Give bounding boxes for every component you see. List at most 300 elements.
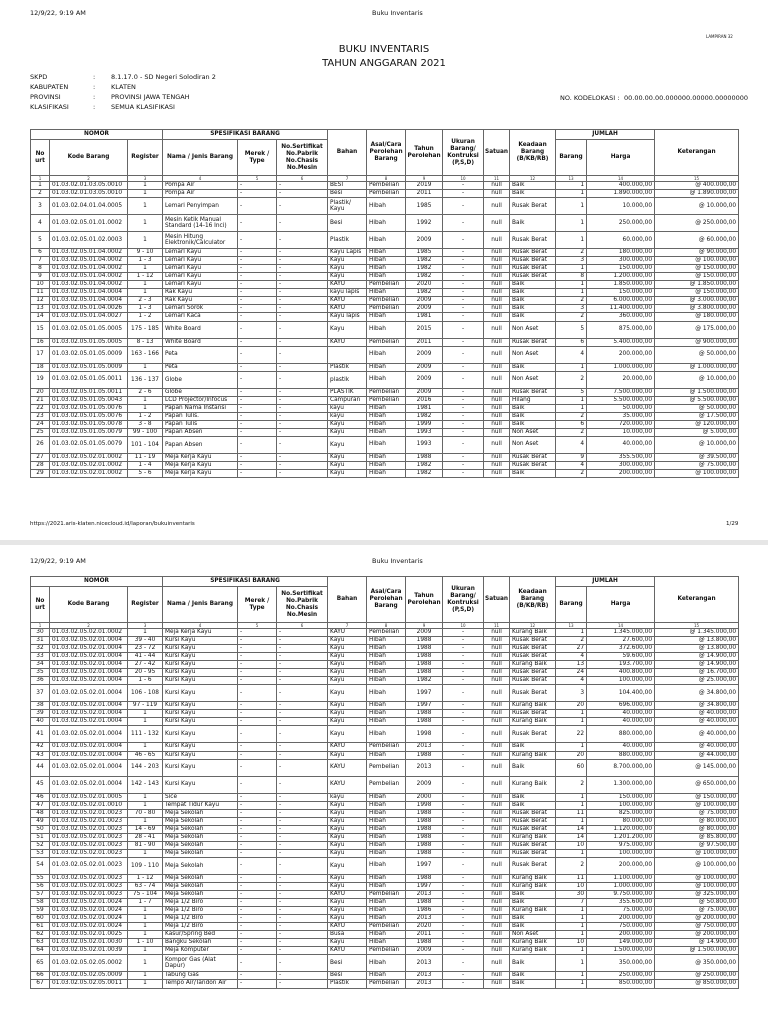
cell-tahun: 1998 (406, 801, 443, 809)
table-row (31, 436, 739, 453)
cell-jumlah-barang: 1 (556, 629, 587, 637)
cell-register: 1 (128, 190, 163, 198)
cell-no-urt: 27 (31, 453, 50, 461)
table-row (31, 849, 739, 857)
cell-no-urt: 1 (31, 182, 50, 190)
cell-asal: Pembelian (367, 629, 406, 637)
cell-harga: 150.000,00 (587, 793, 655, 801)
cell-keterangan: @ 39.500,00 (655, 453, 739, 461)
cell-bahan: KAYU (328, 629, 367, 637)
header-tahun-2: Tahun Perolehan (406, 577, 443, 623)
cell-kode-barang: 01.03.02.05.01.05.0011 (50, 371, 128, 388)
cell-asal: Hibah (367, 232, 406, 249)
cell-no-urt: 46 (31, 793, 50, 801)
cell-register: 2 - 3 (128, 297, 163, 305)
table-row (31, 420, 739, 428)
cell-tahun: 2013 (406, 759, 443, 776)
cell-keadaan: Rusak Berat (510, 249, 556, 257)
header-register: Register (128, 140, 163, 176)
cell-tahun: 1982 (406, 289, 443, 297)
cell-sertifikat: - (277, 363, 328, 371)
cell-keadaan: Baik (510, 420, 556, 428)
cell-tahun: 2009 (406, 232, 443, 249)
table-row (31, 669, 739, 677)
cell-no-urt: 14 (31, 313, 50, 321)
cell-nama-barang: Globe (163, 388, 238, 396)
cell-jumlah-barang: 2 (556, 428, 587, 436)
cell-no-urt: 53 (31, 849, 50, 857)
cell-keterangan: @ 60.000,00 (655, 232, 739, 249)
cell-nama-barang: Meja Sekolah (163, 833, 238, 841)
cell-tahun: 2013 (406, 891, 443, 899)
table-row (31, 338, 739, 346)
cell-merek: - (238, 396, 277, 404)
cell-satuan: null (484, 321, 510, 338)
cell-bahan: kayu (328, 412, 367, 420)
cell-keadaan: Baik (510, 980, 556, 988)
cell-register: 81 - 90 (128, 841, 163, 849)
cell-merek: - (238, 751, 277, 759)
cell-keadaan: Baik (510, 955, 556, 972)
cell-keterangan: @ 40.000,00 (655, 718, 739, 726)
cell-jumlah-barang: 1 (556, 743, 587, 751)
cell-bahan: Kayu (328, 874, 367, 882)
cell-harga: 250.000,00 (587, 972, 655, 980)
cell-satuan: null (484, 420, 510, 428)
cell-register: 1 - 10 (128, 939, 163, 947)
cell-asal: Pembelian (367, 182, 406, 190)
cell-ukuran: - (443, 726, 484, 743)
cell-harga: 10.000,00 (587, 198, 655, 215)
cell-register: 1 (128, 817, 163, 825)
cell-tahun: 1988 (406, 849, 443, 857)
cell-jumlah-barang: 1 (556, 281, 587, 289)
cell-sertifikat: - (277, 891, 328, 899)
cell-satuan: null (484, 182, 510, 190)
cell-keadaan: Baik (510, 305, 556, 313)
cell-keadaan: Rusak Berat (510, 857, 556, 874)
cell-merek: - (238, 899, 277, 907)
cell-keterangan: @ 1.000.000,00 (655, 363, 739, 371)
cell-asal: Pembelian (367, 338, 406, 346)
cell-satuan: null (484, 809, 510, 817)
cell-nama-barang: Kursi Kayu (163, 637, 238, 645)
cell-merek: - (238, 907, 277, 915)
cell-no-urt: 52 (31, 841, 50, 849)
cell-asal: Hibah (367, 677, 406, 685)
cell-satuan: null (484, 637, 510, 645)
cell-register: 3 - 8 (128, 420, 163, 428)
cell-no-urt: 62 (31, 931, 50, 939)
cell-kode-barang: 01.03.02.05.02.01.0004 (50, 718, 128, 726)
cell-asal: Hibah (367, 702, 406, 710)
cell-asal: Hibah (367, 793, 406, 801)
cell-asal: Hibah (367, 915, 406, 923)
table-row (31, 629, 739, 637)
cell-sertifikat: - (277, 645, 328, 653)
cell-asal: Hibah (367, 428, 406, 436)
cell-sertifikat: - (277, 453, 328, 461)
header-jumlah: JUMLAH (556, 130, 655, 140)
cell-keterangan: @ 5.500.000,00 (655, 396, 739, 404)
cell-sertifikat: - (277, 669, 328, 677)
cell-merek: - (238, 809, 277, 817)
cell-kode-barang: 01.03.02.05.02.05.0011 (50, 980, 128, 988)
cell-tahun: 1988 (406, 661, 443, 669)
cell-no-urt: 41 (31, 726, 50, 743)
cell-merek: - (238, 281, 277, 289)
cell-asal: Hibah (367, 371, 406, 388)
cell-sertifikat: - (277, 412, 328, 420)
cell-satuan: null (484, 972, 510, 980)
cell-bahan: KAYU (328, 776, 367, 793)
table-row (31, 809, 739, 817)
cell-bahan: Plastik (328, 363, 367, 371)
cell-tahun: 2009 (406, 346, 443, 363)
table-row (31, 273, 739, 281)
cell-tahun: 2000 (406, 793, 443, 801)
cell-sertifikat: - (277, 923, 328, 931)
print-title-2: Buku Inventaris (372, 557, 423, 565)
cell-no-urt: 33 (31, 653, 50, 661)
cell-ukuran: - (443, 849, 484, 857)
cell-keadaan: Rusak Berat (510, 338, 556, 346)
cell-register: 1 - 12 (128, 874, 163, 882)
cell-nama-barang: Pompa Air (163, 190, 238, 198)
cell-harga: 1.850.000,00 (587, 281, 655, 289)
cell-merek: - (238, 297, 277, 305)
cell-keterangan: @ 100.000,00 (655, 874, 739, 882)
cell-asal: Hibah (367, 882, 406, 890)
cell-tahun: 2013 (406, 972, 443, 980)
cell-nama-barang: Kasur/Spring Bed (163, 931, 238, 939)
cell-tahun: 1992 (406, 215, 443, 232)
cell-tahun: 2013 (406, 915, 443, 923)
cell-nama-barang: Lemari Kayu (163, 257, 238, 265)
cell-no-urt: 18 (31, 363, 50, 371)
cell-merek: - (238, 718, 277, 726)
cell-keterangan: @ 80.000,00 (655, 825, 739, 833)
cell-sertifikat: - (277, 710, 328, 718)
cell-nama-barang: Globe (163, 371, 238, 388)
cell-asal: Pembelian (367, 923, 406, 931)
cell-satuan: null (484, 412, 510, 420)
cell-bahan: BESI (328, 182, 367, 190)
cell-keadaan: Non Aset (510, 436, 556, 453)
cell-keadaan: Baik (510, 972, 556, 980)
header-nomor: NOMOR (31, 130, 163, 140)
header-spesifikasi-2: SPESIFIKASI BARANG (163, 577, 328, 587)
inventory-table-page-1 (30, 129, 739, 478)
cell-register: 1 - 3 (128, 257, 163, 265)
cell-jumlah-barang: 1 (556, 710, 587, 718)
cell-sertifikat: - (277, 404, 328, 412)
cell-harga: 193.700,00 (587, 661, 655, 669)
cell-bahan (328, 346, 367, 363)
cell-harga: 150.000,00 (587, 289, 655, 297)
cell-harga: 1.890.000,00 (587, 190, 655, 198)
cell-keadaan: Rusak Berat (510, 388, 556, 396)
cell-nama-barang: Meja Komputer (163, 947, 238, 955)
cell-ukuran: - (443, 182, 484, 190)
cell-kode-barang: 01.03.02.05.02.01.0004 (50, 669, 128, 677)
cell-keadaan: Baik (510, 759, 556, 776)
cell-no-urt: 42 (31, 743, 50, 751)
cell-nama-barang: Sice (163, 793, 238, 801)
cell-satuan: null (484, 313, 510, 321)
cell-kode-barang: 01.03.02.05.02.01.0004 (50, 677, 128, 685)
cell-tahun: 2011 (406, 931, 443, 939)
doc-subtitle: TAHUN ANGGARAN 2021 (322, 58, 446, 69)
cell-harga: 400.000,00 (587, 182, 655, 190)
cell-merek: - (238, 420, 277, 428)
cell-keadaan: Kurang Baik (510, 629, 556, 637)
cell-bahan: Kayu (328, 436, 367, 453)
cell-bahan: Kayu lapis (328, 313, 367, 321)
cell-merek: - (238, 915, 277, 923)
cell-register: 27 - 42 (128, 661, 163, 669)
cell-sertifikat: - (277, 685, 328, 702)
cell-bahan: Campuran (328, 396, 367, 404)
cell-kode-barang: 01.03.02.05.02.01.0010 (50, 801, 128, 809)
cell-jumlah-barang: 1 (556, 849, 587, 857)
cell-ukuran: - (443, 281, 484, 289)
cell-merek: - (238, 955, 277, 972)
cell-no-urt: 61 (31, 923, 50, 931)
cell-nama-barang: Mesin Hitung Elektronik/Calculator (163, 232, 238, 249)
cell-harga: 825.000,00 (587, 809, 655, 817)
cell-no-urt: 2 (31, 190, 50, 198)
cell-jumlah-barang: 2 (556, 857, 587, 874)
cell-satuan: null (484, 677, 510, 685)
cell-register: 63 - 74 (128, 882, 163, 890)
cell-tahun: 1988 (406, 718, 443, 726)
table-row (31, 817, 739, 825)
cell-sertifikat: - (277, 420, 328, 428)
table-row (31, 833, 739, 841)
cell-bahan: Plastik (328, 980, 367, 988)
cell-ukuran: - (443, 669, 484, 677)
cell-nama-barang: Bangku Sekolah (163, 939, 238, 947)
cell-sertifikat: - (277, 980, 328, 988)
cell-ukuran: - (443, 469, 484, 477)
cell-satuan: null (484, 661, 510, 669)
table-row (31, 710, 739, 718)
cell-tahun: 1988 (406, 817, 443, 825)
cell-register: 1 (128, 629, 163, 637)
cell-bahan: Kayu (328, 677, 367, 685)
cell-jumlah-barang: 13 (556, 661, 587, 669)
cell-register: 1 (128, 718, 163, 726)
cell-harga: 40.000,00 (587, 436, 655, 453)
cell-keterangan: @ 100.000,00 (655, 801, 739, 809)
cell-nama-barang: Meja Sekolah (163, 817, 238, 825)
cell-ukuran: - (443, 420, 484, 428)
cell-nama-barang: Lemari Sorok (163, 305, 238, 313)
cell-asal: Hibah (367, 461, 406, 469)
table-row (31, 396, 739, 404)
cell-register: 142 - 143 (128, 776, 163, 793)
cell-keadaan: Rusak Berat (510, 849, 556, 857)
cell-nama-barang: Kursi Kayu (163, 661, 238, 669)
cell-bahan: KAYU (328, 891, 367, 899)
cell-harga: 355.600,00 (587, 899, 655, 907)
table-row (31, 363, 739, 371)
cell-harga: 880.000,00 (587, 751, 655, 759)
cell-tahun: 1982 (406, 677, 443, 685)
header-satuan: Satuan (484, 130, 510, 176)
cell-asal: Hibah (367, 198, 406, 215)
cell-asal: Hibah (367, 637, 406, 645)
cell-nama-barang: Lemari Penyimpan (163, 198, 238, 215)
cell-register: 101 - 104 (128, 436, 163, 453)
cell-kode-barang: 01.03.02.05.02.01.0002 (50, 453, 128, 461)
kodelokasi-value: 00.00.00.00.000000.00000.00000000 (624, 94, 749, 102)
cell-tahun: 1998 (406, 726, 443, 743)
cell-merek: - (238, 702, 277, 710)
cell-register: 1 (128, 955, 163, 972)
header-keterangan: Keterangan (655, 130, 739, 176)
table-row (31, 899, 739, 907)
cell-ukuran: - (443, 198, 484, 215)
cell-merek: - (238, 874, 277, 882)
cell-no-urt: 35 (31, 669, 50, 677)
kodelokasi-label: NO. KODELOKASI : (560, 94, 620, 102)
cell-register: 1 (128, 972, 163, 980)
cell-merek: - (238, 882, 277, 890)
cell-bahan: kayu lapis (328, 289, 367, 297)
cell-tahun: 1981 (406, 313, 443, 321)
cell-register: 1 (128, 980, 163, 988)
cell-sertifikat: - (277, 273, 328, 281)
cell-harga: 750.000,00 (587, 923, 655, 931)
cell-sertifikat: - (277, 461, 328, 469)
cell-no-urt: 19 (31, 371, 50, 388)
cell-jumlah-barang: 5 (556, 321, 587, 338)
header-satuan-2: Satuan (484, 577, 510, 623)
cell-satuan: null (484, 899, 510, 907)
cell-ukuran: - (443, 215, 484, 232)
cell-harga: 5.500.000,00 (587, 396, 655, 404)
cell-tahun: 2020 (406, 281, 443, 289)
cell-no-urt: 7 (31, 257, 50, 265)
cell-harga: 10.000,00 (587, 428, 655, 436)
cell-harga: 9.750.000,00 (587, 891, 655, 899)
table-row (31, 801, 739, 809)
cell-ukuran: - (443, 702, 484, 710)
cell-ukuran: - (443, 955, 484, 972)
cell-keterangan: @ 75.000,00 (655, 809, 739, 817)
cell-jumlah-barang: 1 (556, 190, 587, 198)
cell-merek: - (238, 833, 277, 841)
cell-merek: - (238, 289, 277, 297)
cell-bahan: KAYU (328, 281, 367, 289)
cell-tahun: 1982 (406, 257, 443, 265)
cell-ukuran: - (443, 273, 484, 281)
cell-asal: Hibah (367, 931, 406, 939)
cell-merek: - (238, 257, 277, 265)
cell-tahun: 1988 (406, 645, 443, 653)
cell-nama-barang: Kursi Kayu (163, 702, 238, 710)
cell-asal: Hibah (367, 972, 406, 980)
cell-bahan: Plastik/ Kayu (328, 198, 367, 215)
cell-kode-barang: 01.03.02.05.01.05.0009 (50, 346, 128, 363)
table-row (31, 190, 739, 198)
cell-tahun: 1988 (406, 833, 443, 841)
cell-register: 1 - 2 (128, 313, 163, 321)
cell-nama-barang: Peta (163, 363, 238, 371)
cell-kode-barang: 01.03.02.05.02.01.0024 (50, 915, 128, 923)
cell-keterangan: @ 10.000,00 (655, 371, 739, 388)
cell-ukuran: - (443, 825, 484, 833)
cell-tahun: 1988 (406, 710, 443, 718)
cell-kode-barang: 01.03.02.01.03.05.0010 (50, 190, 128, 198)
cell-satuan: null (484, 947, 510, 955)
cell-jumlah-barang: 11 (556, 874, 587, 882)
cell-ukuran: - (443, 265, 484, 273)
cell-harga: 6.000.000,00 (587, 297, 655, 305)
cell-bahan: Kayu (328, 915, 367, 923)
table-row (31, 980, 739, 988)
cell-asal: Hibah (367, 718, 406, 726)
cell-register: 1 (128, 923, 163, 931)
cell-tahun: 2011 (406, 338, 443, 346)
cell-register: 11 - 19 (128, 453, 163, 461)
cell-bahan: Kayu (328, 645, 367, 653)
cell-bahan: Plastik (328, 232, 367, 249)
cell-keterangan: @ 150.000,00 (655, 273, 739, 281)
cell-satuan: null (484, 281, 510, 289)
cell-keterangan: @ 40.000,00 (655, 726, 739, 743)
cell-keadaan: Kurang Baik (510, 882, 556, 890)
cell-keadaan: Baik (510, 793, 556, 801)
cell-harga: 360.000,00 (587, 313, 655, 321)
cell-harga: 80.000,00 (587, 817, 655, 825)
cell-register: 1 (128, 198, 163, 215)
cell-no-urt: 6 (31, 249, 50, 257)
cell-no-urt: 17 (31, 346, 50, 363)
cell-ukuran: - (443, 972, 484, 980)
cell-keadaan: Rusak Berat (510, 265, 556, 273)
cell-no-urt: 20 (31, 388, 50, 396)
cell-sertifikat: - (277, 232, 328, 249)
table-body-page-1 (31, 182, 739, 478)
cell-sertifikat: - (277, 257, 328, 265)
inventory-table-page-2 (30, 576, 739, 989)
cell-keadaan: Non Aset (510, 321, 556, 338)
cell-harga: 975.000,00 (587, 841, 655, 849)
table-row (31, 915, 739, 923)
cell-kode-barang: 01.03.02.04.01.04.0005 (50, 198, 128, 215)
cell-keadaan: Baik (510, 923, 556, 931)
cell-tahun: 2009 (406, 305, 443, 313)
cell-jumlah-barang: 2 (556, 637, 587, 645)
cell-nama-barang: Lemari Kayu (163, 273, 238, 281)
cell-bahan: Kayu (328, 817, 367, 825)
cell-sertifikat: - (277, 190, 328, 198)
cell-nama-barang: Kursi Kayu (163, 776, 238, 793)
cell-ukuran: - (443, 751, 484, 759)
cell-ukuran: - (443, 907, 484, 915)
cell-keterangan: @ 14.900,00 (655, 661, 739, 669)
cell-asal: Hibah (367, 313, 406, 321)
cell-nama-barang: Kursi Kayu (163, 677, 238, 685)
cell-kode-barang: 01.03.02.05.02.01.0004 (50, 637, 128, 645)
cell-merek: - (238, 801, 277, 809)
cell-satuan: null (484, 232, 510, 249)
cell-keadaan: Baik (510, 363, 556, 371)
cell-tahun: 1985 (406, 249, 443, 257)
